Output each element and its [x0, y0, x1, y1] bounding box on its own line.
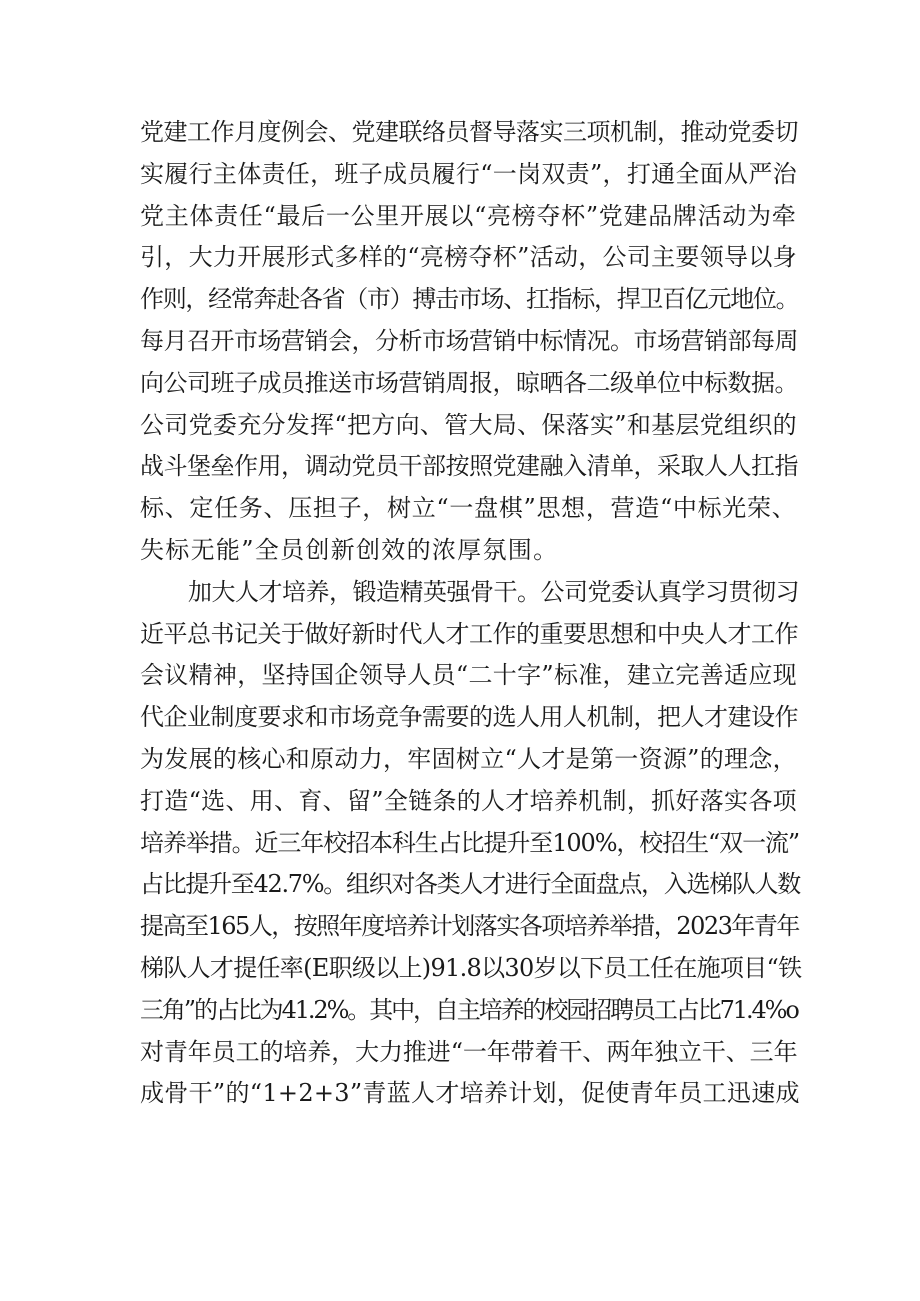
text-line: 向公司班子成员推送市场营销周报，晾晒各二级单位中标数据。: [140, 368, 798, 397]
text-line: 培养举措。近三年校招本科生占比提升至100%，校招生“双一流”: [140, 828, 800, 857]
body-text: [140, 112, 800, 1115]
text-line: 公司党委充分发挥“把方向、管大局、保落实”和基层党组织的: [140, 410, 797, 439]
text-line: 三角”的占比为41.2%。其中，自主培养的校园招聘员工占比71.4%o: [140, 995, 798, 1024]
text-line: 党主体责任“最后一公里开展以“亮榜夺杯”党建品牌活动为牵: [140, 201, 797, 230]
text-line: 会议精神，坚持国企领导人员“二十字”标准，建立完善适应现: [140, 661, 797, 690]
text-line: 引，大力开展形式多样的“亮榜夺杯”活动，公司主要领导以身: [140, 243, 797, 272]
text-line: 成骨干”的“1+2+3”青蓝人才培养计划，促使青年员工迅速成: [140, 1079, 800, 1108]
text-line: 每月召开市场营销会，分析市场营销中标情况。市场营销部每周: [140, 326, 798, 355]
text-line: 失标无能”全员创新创效的浓厚氛围。: [140, 535, 559, 564]
text-line: 作则，经常奔赴各省（市）搏击市场、扛指标，捍卫百亿元地位。: [140, 285, 799, 314]
text-line: 占比提升至42.7%。组织对各类人才进行全面盘点，入选梯队人数: [140, 870, 800, 899]
text-line: 代企业制度要求和市场竞争需要的选人用人机制，把人才建设作: [140, 703, 798, 732]
text-line: 梯队人才提任率(E职级以上)91.8以30岁以下员工任在施项目“铁: [140, 953, 802, 982]
text-line: 标、定任务、压担子，树立“一盘棋”思想，营造“中标光荣、: [140, 494, 797, 523]
text-line: 近平总书记关于做好新时代人才工作的重要思想和中央人才工作: [140, 619, 798, 648]
text-line: 党建工作月度例会、党建联络员督导落实三项机制，推动党委切: [140, 118, 798, 146]
text-line: 实履行主体责任，班子成员履行“一岗双责”，打通全面从严治: [140, 159, 797, 188]
paragraph-first-line: 加大人才培养，锻造精英强骨干。公司党委认真学习贯彻习: [188, 577, 799, 606]
text-line: 打造“选、用、育、留”全链条的人才培养机制，抓好落实各项: [140, 786, 797, 815]
text-line: 对青年员工的培养，大力推进“一年带着干、两年独立干、三年: [140, 1037, 798, 1066]
text-line: 战斗堡垒作用，调动党员干部按照党建融入清单，采取人人扛指: [140, 452, 798, 481]
text-line: 提高至165人，按照年度培养计划落实各项培养举措，2023年青年: [140, 912, 799, 941]
text-line: 为发展的核心和原动力，牢固树立“人才是第一资源”的理念，: [140, 744, 797, 773]
